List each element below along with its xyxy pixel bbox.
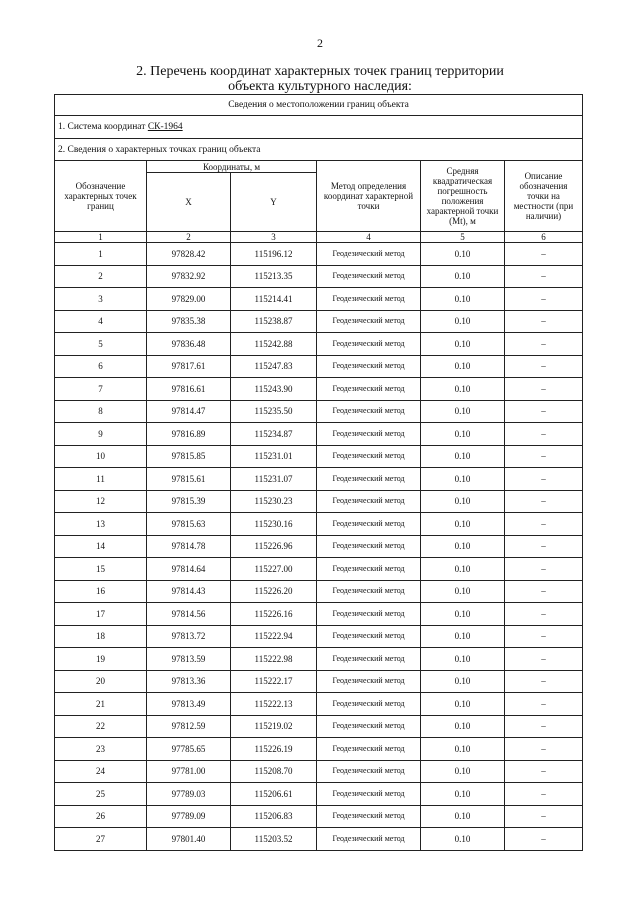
point-description: – bbox=[505, 625, 583, 648]
table-row bbox=[55, 333, 583, 356]
y-coordinate: 115243.90 bbox=[231, 378, 317, 401]
determination-method: Геодезический метод bbox=[317, 333, 421, 356]
y-coordinate: 115227.00 bbox=[231, 558, 317, 581]
table-row bbox=[55, 535, 583, 558]
determination-method: Геодезический метод bbox=[317, 738, 421, 761]
x-coordinate: 97817.61 bbox=[147, 355, 231, 378]
x-coordinate: 97832.92 bbox=[147, 265, 231, 288]
table-row bbox=[55, 490, 583, 513]
table-row bbox=[55, 468, 583, 491]
determination-method: Геодезический метод bbox=[317, 243, 421, 266]
table-row bbox=[55, 783, 583, 806]
determination-method: Геодезический метод bbox=[317, 400, 421, 423]
document-title bbox=[60, 64, 580, 94]
y-coordinate: 115203.52 bbox=[231, 828, 317, 851]
y-coordinate: 115238.87 bbox=[231, 310, 317, 333]
point-number: 4 bbox=[55, 310, 147, 333]
x-coordinate: 97789.09 bbox=[147, 805, 231, 828]
col-number: 1 bbox=[55, 232, 147, 243]
x-coordinate: 97814.43 bbox=[147, 580, 231, 603]
determination-method: Геодезический метод bbox=[317, 693, 421, 716]
point-description: – bbox=[505, 670, 583, 693]
accuracy-value: 0.10 bbox=[421, 288, 505, 311]
y-coordinate: 115208.70 bbox=[231, 760, 317, 783]
table-row bbox=[55, 603, 583, 626]
point-description: – bbox=[505, 513, 583, 536]
point-description: – bbox=[505, 783, 583, 806]
point-description: – bbox=[505, 603, 583, 626]
table-row bbox=[55, 648, 583, 671]
point-number: 22 bbox=[55, 715, 147, 738]
page-number: 2 bbox=[317, 36, 323, 50]
y-coordinate: 115230.23 bbox=[231, 490, 317, 513]
x-coordinate: 97816.89 bbox=[147, 423, 231, 446]
table-row bbox=[55, 243, 583, 266]
point-description: – bbox=[505, 535, 583, 558]
y-coordinate: 115235.50 bbox=[231, 400, 317, 423]
point-description: – bbox=[505, 378, 583, 401]
title-line-2: объекта культурного наследия: bbox=[228, 79, 412, 94]
accuracy-value: 0.10 bbox=[421, 243, 505, 266]
y-coordinate: 115226.96 bbox=[231, 535, 317, 558]
y-coordinate: 115196.12 bbox=[231, 243, 317, 266]
coordinate-system-name: СК-1964 bbox=[147, 122, 183, 132]
accuracy-value: 0.10 bbox=[421, 738, 505, 761]
point-number: 24 bbox=[55, 760, 147, 783]
point-number: 6 bbox=[55, 355, 147, 378]
point-number: 11 bbox=[55, 468, 147, 491]
coordinate-system-label: 1. Система координат bbox=[58, 122, 148, 132]
col-number: 3 bbox=[231, 232, 317, 243]
y-coordinate: 115231.07 bbox=[231, 468, 317, 491]
x-coordinate: 97785.65 bbox=[147, 738, 231, 761]
accuracy-value: 0.10 bbox=[421, 490, 505, 513]
table-row bbox=[55, 738, 583, 761]
col-header-designation: Обозначение характерных точек границ bbox=[55, 161, 147, 232]
accuracy-value: 0.10 bbox=[421, 805, 505, 828]
point-number: 3 bbox=[55, 288, 147, 311]
x-coordinate: 97815.39 bbox=[147, 490, 231, 513]
x-coordinate: 97801.40 bbox=[147, 828, 231, 851]
x-coordinate: 97813.36 bbox=[147, 670, 231, 693]
table-row bbox=[55, 378, 583, 401]
point-number: 5 bbox=[55, 333, 147, 356]
point-description: – bbox=[505, 400, 583, 423]
table-row bbox=[55, 760, 583, 783]
table-row bbox=[55, 558, 583, 581]
point-description: – bbox=[505, 243, 583, 266]
accuracy-value: 0.10 bbox=[421, 828, 505, 851]
point-number: 12 bbox=[55, 490, 147, 513]
point-number: 26 bbox=[55, 805, 147, 828]
y-coordinate: 115219.02 bbox=[231, 715, 317, 738]
point-description: – bbox=[505, 828, 583, 851]
y-coordinate: 115222.94 bbox=[231, 625, 317, 648]
table-row bbox=[55, 625, 583, 648]
table-row bbox=[55, 580, 583, 603]
accuracy-value: 0.10 bbox=[421, 513, 505, 536]
section-header: Сведения о местоположении границ объекта bbox=[55, 95, 583, 116]
table-row bbox=[55, 805, 583, 828]
point-description: – bbox=[505, 738, 583, 761]
point-number: 27 bbox=[55, 828, 147, 851]
y-coordinate: 115226.16 bbox=[231, 603, 317, 626]
y-coordinate: 115206.61 bbox=[231, 783, 317, 806]
determination-method: Геодезический метод bbox=[317, 805, 421, 828]
x-coordinate: 97813.72 bbox=[147, 625, 231, 648]
accuracy-value: 0.10 bbox=[421, 580, 505, 603]
col-number: 6 bbox=[505, 232, 583, 243]
point-number: 17 bbox=[55, 603, 147, 626]
col-number: 5 bbox=[421, 232, 505, 243]
x-coordinate: 97781.00 bbox=[147, 760, 231, 783]
accuracy-value: 0.10 bbox=[421, 535, 505, 558]
accuracy-value: 0.10 bbox=[421, 648, 505, 671]
coordinates-table bbox=[54, 94, 583, 851]
point-number: 19 bbox=[55, 648, 147, 671]
point-description: – bbox=[505, 490, 583, 513]
col-header-x: X bbox=[147, 173, 231, 232]
col-header-y: Y bbox=[231, 173, 317, 232]
point-number: 7 bbox=[55, 378, 147, 401]
col-header-accuracy: Средняя квадратическая погрешность положения характерной точки (Мt), м bbox=[421, 161, 505, 232]
y-coordinate: 115247.83 bbox=[231, 355, 317, 378]
determination-method: Геодезический метод bbox=[317, 535, 421, 558]
point-number: 2 bbox=[55, 265, 147, 288]
table-row bbox=[55, 400, 583, 423]
accuracy-value: 0.10 bbox=[421, 603, 505, 626]
determination-method: Геодезический метод bbox=[317, 603, 421, 626]
y-coordinate: 115231.01 bbox=[231, 445, 317, 468]
accuracy-value: 0.10 bbox=[421, 693, 505, 716]
point-description: – bbox=[505, 423, 583, 446]
accuracy-value: 0.10 bbox=[421, 558, 505, 581]
point-number: 25 bbox=[55, 783, 147, 806]
determination-method: Геодезический метод bbox=[317, 648, 421, 671]
characteristic-points-header: 2. Сведения о характерных точках границ объекта bbox=[55, 139, 583, 161]
table-row bbox=[55, 445, 583, 468]
determination-method: Геодезический метод bbox=[317, 625, 421, 648]
accuracy-value: 0.10 bbox=[421, 625, 505, 648]
accuracy-value: 0.10 bbox=[421, 400, 505, 423]
table-row bbox=[55, 288, 583, 311]
coordinate-system-row bbox=[55, 116, 583, 139]
y-coordinate: 115226.20 bbox=[231, 580, 317, 603]
determination-method: Геодезический метод bbox=[317, 760, 421, 783]
determination-method: Геодезический метод bbox=[317, 355, 421, 378]
accuracy-value: 0.10 bbox=[421, 670, 505, 693]
determination-method: Геодезический метод bbox=[317, 445, 421, 468]
point-number: 18 bbox=[55, 625, 147, 648]
point-description: – bbox=[505, 648, 583, 671]
table-row bbox=[55, 310, 583, 333]
accuracy-value: 0.10 bbox=[421, 760, 505, 783]
y-coordinate: 115242.88 bbox=[231, 333, 317, 356]
accuracy-value: 0.10 bbox=[421, 715, 505, 738]
table-row bbox=[55, 715, 583, 738]
x-coordinate: 97814.78 bbox=[147, 535, 231, 558]
point-number: 23 bbox=[55, 738, 147, 761]
point-number: 8 bbox=[55, 400, 147, 423]
point-number: 20 bbox=[55, 670, 147, 693]
point-description: – bbox=[505, 715, 583, 738]
determination-method: Геодезический метод bbox=[317, 828, 421, 851]
table-row bbox=[55, 423, 583, 446]
determination-method: Геодезический метод bbox=[317, 558, 421, 581]
y-coordinate: 115230.16 bbox=[231, 513, 317, 536]
table-row bbox=[55, 265, 583, 288]
x-coordinate: 97828.42 bbox=[147, 243, 231, 266]
characteristic-points-row bbox=[55, 139, 583, 161]
point-number: 9 bbox=[55, 423, 147, 446]
col-header-method: Метод определения координат характерной точки bbox=[317, 161, 421, 232]
column-header-row-1 bbox=[55, 161, 583, 173]
determination-method: Геодезический метод bbox=[317, 423, 421, 446]
determination-method: Геодезический метод bbox=[317, 288, 421, 311]
x-coordinate: 97812.59 bbox=[147, 715, 231, 738]
table-row bbox=[55, 355, 583, 378]
point-description: – bbox=[505, 580, 583, 603]
point-number: 10 bbox=[55, 445, 147, 468]
point-description: – bbox=[505, 693, 583, 716]
y-coordinate: 115234.87 bbox=[231, 423, 317, 446]
point-number: 21 bbox=[55, 693, 147, 716]
col-number: 4 bbox=[317, 232, 421, 243]
accuracy-value: 0.10 bbox=[421, 355, 505, 378]
title-line-1: 2. Перечень координат характерных точек границ территории bbox=[136, 64, 504, 79]
determination-method: Геодезический метод bbox=[317, 378, 421, 401]
point-description: – bbox=[505, 445, 583, 468]
determination-method: Геодезический метод bbox=[317, 670, 421, 693]
x-coordinate: 97835.38 bbox=[147, 310, 231, 333]
x-coordinate: 97815.61 bbox=[147, 468, 231, 491]
y-coordinate: 115222.17 bbox=[231, 670, 317, 693]
accuracy-value: 0.10 bbox=[421, 333, 505, 356]
point-description: – bbox=[505, 333, 583, 356]
point-description: – bbox=[505, 760, 583, 783]
point-description: – bbox=[505, 558, 583, 581]
x-coordinate: 97814.64 bbox=[147, 558, 231, 581]
x-coordinate: 97815.63 bbox=[147, 513, 231, 536]
point-number: 16 bbox=[55, 580, 147, 603]
x-coordinate: 97829.00 bbox=[147, 288, 231, 311]
point-description: – bbox=[505, 288, 583, 311]
col-number: 2 bbox=[147, 232, 231, 243]
table-row bbox=[55, 670, 583, 693]
col-header-description: Описание обозначения точки на местности (при наличии) bbox=[505, 161, 583, 232]
point-number: 1 bbox=[55, 243, 147, 266]
determination-method: Геодезический метод bbox=[317, 715, 421, 738]
column-numbers-row bbox=[55, 232, 583, 243]
col-header-coordinates: Координаты, м bbox=[147, 161, 317, 173]
point-number: 13 bbox=[55, 513, 147, 536]
point-number: 15 bbox=[55, 558, 147, 581]
y-coordinate: 115226.19 bbox=[231, 738, 317, 761]
determination-method: Геодезический метод bbox=[317, 580, 421, 603]
determination-method: Геодезический метод bbox=[317, 783, 421, 806]
table-row bbox=[55, 828, 583, 851]
accuracy-value: 0.10 bbox=[421, 310, 505, 333]
accuracy-value: 0.10 bbox=[421, 783, 505, 806]
point-number: 14 bbox=[55, 535, 147, 558]
determination-method: Геодезический метод bbox=[317, 310, 421, 333]
determination-method: Геодезический метод bbox=[317, 490, 421, 513]
y-coordinate: 115214.41 bbox=[231, 288, 317, 311]
x-coordinate: 97836.48 bbox=[147, 333, 231, 356]
determination-method: Геодезический метод bbox=[317, 468, 421, 491]
determination-method: Геодезический метод bbox=[317, 513, 421, 536]
x-coordinate: 97814.47 bbox=[147, 400, 231, 423]
point-description: – bbox=[505, 265, 583, 288]
table-row bbox=[55, 513, 583, 536]
x-coordinate: 97813.59 bbox=[147, 648, 231, 671]
x-coordinate: 97813.49 bbox=[147, 693, 231, 716]
section-header-row bbox=[55, 95, 583, 116]
point-description: – bbox=[505, 468, 583, 491]
y-coordinate: 115213.35 bbox=[231, 265, 317, 288]
x-coordinate: 97814.56 bbox=[147, 603, 231, 626]
x-coordinate: 97789.03 bbox=[147, 783, 231, 806]
x-coordinate: 97815.85 bbox=[147, 445, 231, 468]
accuracy-value: 0.10 bbox=[421, 445, 505, 468]
y-coordinate: 115222.13 bbox=[231, 693, 317, 716]
accuracy-value: 0.10 bbox=[421, 378, 505, 401]
point-description: – bbox=[505, 805, 583, 828]
accuracy-value: 0.10 bbox=[421, 265, 505, 288]
point-description: – bbox=[505, 310, 583, 333]
accuracy-value: 0.10 bbox=[421, 423, 505, 446]
table-row bbox=[55, 693, 583, 716]
determination-method: Геодезический метод bbox=[317, 265, 421, 288]
coordinate-system bbox=[55, 116, 583, 139]
accuracy-value: 0.10 bbox=[421, 468, 505, 491]
y-coordinate: 115222.98 bbox=[231, 648, 317, 671]
point-description: – bbox=[505, 355, 583, 378]
y-coordinate: 115206.83 bbox=[231, 805, 317, 828]
x-coordinate: 97816.61 bbox=[147, 378, 231, 401]
